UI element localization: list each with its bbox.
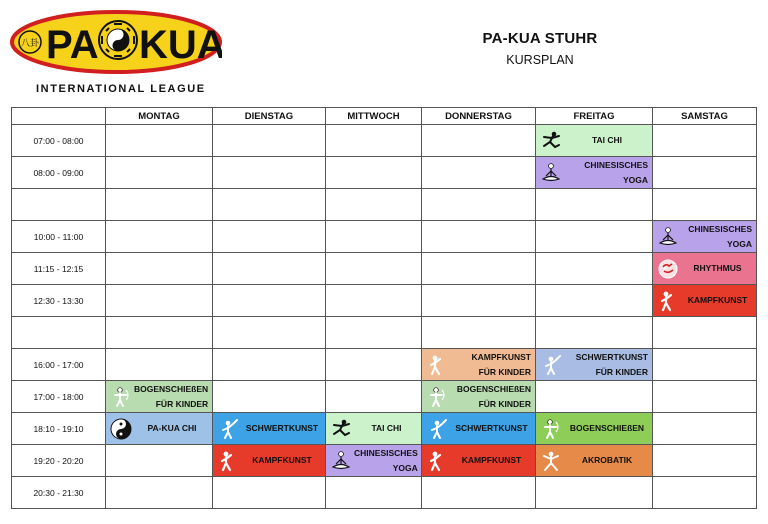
pa-kua-logo [10,8,222,96]
logo-text-left: PA [46,23,99,67]
class-cell [326,445,422,477]
class-label [679,222,756,252]
empty-cell [536,477,653,509]
class-label-line1: KAMPFKUNST [687,295,748,305]
class-block[interactable] [653,285,756,316]
class-label-line1: CHINESISCHES [354,447,418,458]
time-slot [12,317,106,349]
class-block[interactable] [106,413,212,444]
schedule-table [11,107,757,509]
time-slot: 18:10 - 19:10 [12,413,106,445]
page-title: PA-KUA STUHR [482,30,598,47]
empty-cell [653,125,757,157]
empty-cell [326,125,422,157]
empty-cell [326,157,422,189]
table-row [12,189,757,221]
yoga-figure-icon [657,226,679,248]
class-cell [213,413,326,445]
sword-figure-icon [217,418,239,440]
time-slot: 07:00 - 08:00 [12,125,106,157]
empty-cell [106,221,213,253]
empty-cell [106,157,213,189]
page-subtitle: KURSPLAN [506,53,574,67]
empty-cell [653,413,757,445]
time-slot: 08:00 - 09:00 [12,157,106,189]
empty-cell [213,349,326,381]
empty-cell [106,125,213,157]
martial-arts-figure-icon [657,290,679,312]
class-cell [422,445,536,477]
empty-cell [213,477,326,509]
class-block[interactable] [422,413,535,444]
class-cell [213,445,326,477]
class-label-line1: SCHWERTKUNST [575,351,648,362]
class-label [352,421,421,436]
empty-cell [326,221,422,253]
class-cell [653,253,757,285]
class-cell [326,413,422,445]
class-cell [536,445,653,477]
class-label [562,453,652,468]
schedule-body [12,125,757,509]
time-slot: 10:00 - 11:00 [12,221,106,253]
martial-arts-figure-icon [217,450,239,472]
class-cell [536,349,653,381]
empty-cell [326,189,422,221]
class-block[interactable] [653,221,756,252]
class-label-line1: TAI CHI [591,135,623,145]
logo-league: INTERNATIONAL LEAGUE [36,83,206,95]
class-label-line1: BOGENSCHIEßEN [569,423,645,433]
class-label [562,133,652,148]
class-label [562,421,652,436]
class-label [448,350,535,380]
class-label [352,446,422,476]
empty-cell [422,253,536,285]
class-label-line1: CHINESISCHES [688,223,752,234]
class-block[interactable] [536,157,652,188]
time-slot: 20:30 - 21:30 [12,477,106,509]
empty-cell [653,445,757,477]
class-block[interactable] [213,413,325,444]
class-label [132,382,212,412]
class-cell [422,349,536,381]
class-block[interactable] [536,125,652,156]
class-label-line2: FÜR KINDER [478,366,531,377]
time-slot: 11:15 - 12:15 [12,253,106,285]
empty-cell [536,381,653,413]
class-block[interactable] [422,349,535,380]
class-cell [536,125,653,157]
yoga-figure-icon [540,162,562,184]
empty-cell [422,317,536,349]
class-block[interactable] [536,349,652,380]
class-block[interactable] [213,445,325,476]
empty-cell [326,317,422,349]
table-row [12,349,757,381]
empty-cell [213,221,326,253]
empty-cell [106,349,213,381]
empty-cell [653,189,757,221]
bagua-wheel-icon [99,21,137,59]
empty-cell [653,381,757,413]
table-row [12,317,757,349]
empty-cell [106,477,213,509]
acrobatics-figure-icon [540,450,562,472]
class-label [239,421,325,436]
empty-cell [326,349,422,381]
class-cell [422,413,536,445]
class-label-line1: BOGENSCHIEßEN [134,383,209,394]
empty-cell [536,317,653,349]
empty-cell [326,253,422,285]
class-label [679,293,756,308]
empty-cell [653,349,757,381]
class-label-line1: BOGENSCHIEßEN [456,383,531,394]
archery-figure-icon [110,386,132,408]
day-header-samstag: SAMSTAG [653,108,757,125]
class-label-line2: FÜR KINDER [478,398,531,409]
tai-chi-figure-icon [540,130,562,152]
empty-cell [213,125,326,157]
class-cell [653,285,757,317]
class-cell [536,413,653,445]
class-label [239,453,325,468]
time-slot [12,189,106,221]
class-label [448,453,535,468]
day-header-mittwoch: MITTWOCH [326,108,422,125]
table-row [12,157,757,189]
class-label-line2: YOGA [392,462,418,473]
class-block[interactable] [106,381,212,412]
empty-cell [213,253,326,285]
class-label-line1: SCHWERTKUNST [455,423,528,433]
class-label-line2: FÜR KINDER [155,398,209,409]
time-slot: 17:00 - 18:00 [12,381,106,413]
class-cell [653,221,757,253]
time-slot: 16:00 - 17:00 [12,349,106,381]
yin-yang-icon [110,418,132,440]
empty-cell [536,189,653,221]
empty-cell [213,381,326,413]
empty-cell [106,189,213,221]
empty-cell [653,157,757,189]
class-label-line2: FÜR KINDER [595,366,648,377]
header-row [12,108,757,125]
logo-seal: 八卦 [20,39,40,49]
empty-cell [106,285,213,317]
class-label-line1: CHINESISCHES [584,159,648,170]
empty-cell [422,189,536,221]
sword-figure-icon [426,418,448,440]
class-label-line1: PA-KUA CHI [147,423,197,433]
class-block[interactable] [422,445,535,476]
table-row [12,253,757,285]
class-block[interactable] [536,413,652,444]
class-block[interactable] [653,253,756,284]
empty-cell [422,157,536,189]
archery-figure-icon [426,386,448,408]
empty-cell [422,125,536,157]
tai-chi-figure-icon [330,418,352,440]
empty-cell [422,477,536,509]
empty-cell [422,285,536,317]
empty-cell [213,157,326,189]
empty-cell [422,221,536,253]
class-label-line1: KAMPFKUNST [461,455,522,465]
archery-figure-icon [540,418,562,440]
class-cell [106,413,213,445]
empty-cell [106,253,213,285]
class-cell [422,381,536,413]
table-row [12,413,757,445]
class-label [448,421,535,436]
class-block[interactable] [536,445,652,476]
logo-text-right: KUA [139,23,222,67]
sword-figure-icon [540,354,562,376]
table-row [12,285,757,317]
empty-cell [213,285,326,317]
class-cell [106,381,213,413]
class-label [132,421,212,436]
table-row [12,381,757,413]
table-row [12,477,757,509]
class-label [679,261,756,276]
empty-cell [106,445,213,477]
empty-cell [653,477,757,509]
empty-cell [536,221,653,253]
class-label-line1: RHYTHMUS [693,263,742,273]
day-header-montag: MONTAG [106,108,213,125]
time-slot: 19:20 - 20:20 [12,445,106,477]
class-label-line2: YOGA [622,174,648,185]
class-label-line1: AKROBATIK [581,455,633,465]
table-row [12,445,757,477]
empty-cell [213,189,326,221]
empty-cell [536,285,653,317]
empty-cell [653,317,757,349]
day-header-donnerstag: DONNERSTAG [422,108,536,125]
yoga-figure-icon [330,450,352,472]
class-label-line1: KAMPFKUNST [252,455,312,465]
empty-cell [326,285,422,317]
table-row [12,125,757,157]
class-label [562,350,652,380]
class-cell [536,157,653,189]
martial-arts-figure-icon [426,354,448,376]
rhythm-hands-icon [657,258,679,280]
class-label-line1: TAI CHI [371,423,402,433]
empty-cell [326,477,422,509]
class-block[interactable] [326,413,421,444]
day-header-freitag: FREITAG [536,108,653,125]
martial-arts-figure-icon [426,450,448,472]
class-block[interactable] [326,445,421,476]
empty-cell [213,317,326,349]
corner-cell [12,108,106,125]
empty-cell [536,253,653,285]
class-label-line1: SCHWERTKUNST [245,423,319,433]
empty-cell [326,381,422,413]
class-label-line1: KAMPFKUNST [471,351,531,362]
class-label [562,158,652,188]
class-label-line2: YOGA [726,238,752,249]
empty-cell [106,317,213,349]
class-block[interactable] [422,381,535,412]
table-row [12,221,757,253]
day-header-dienstag: DIENSTAG [213,108,326,125]
time-slot: 12:30 - 13:30 [12,285,106,317]
class-label [448,382,535,412]
